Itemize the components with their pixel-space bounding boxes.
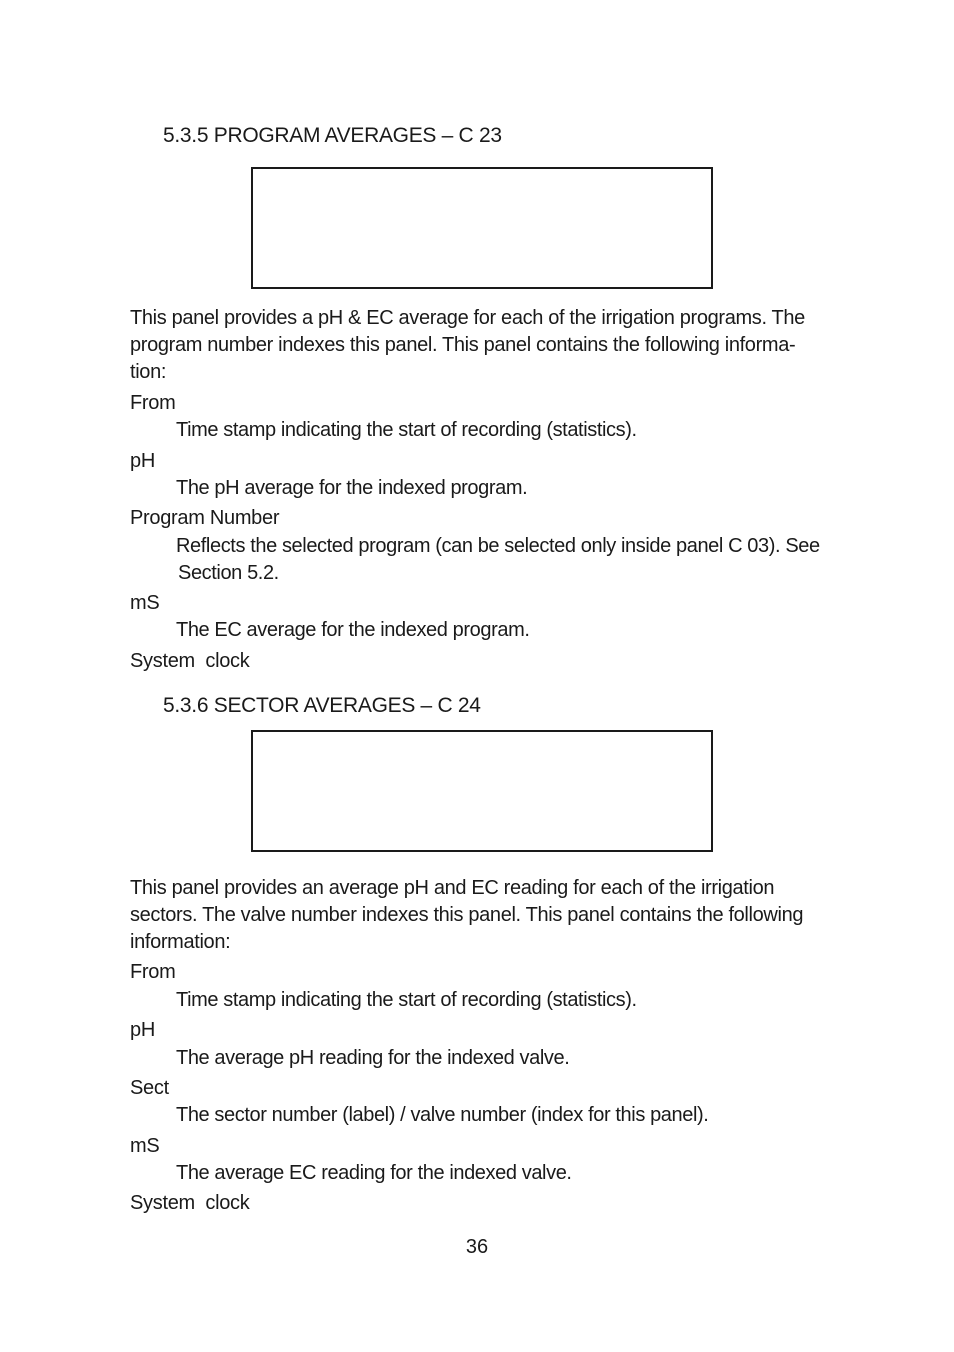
term-ms: mS xyxy=(130,592,160,614)
intro-line: tion: xyxy=(130,361,167,383)
definition-from: Time stamp indicating the start of recording (statistics). xyxy=(176,989,637,1011)
lcd-panel-placeholder-c24 xyxy=(251,730,713,852)
intro-line: program number indexes this panel. This panel contains the following informa- xyxy=(130,334,796,356)
definition-line: Reflects the selected program (can be selected only inside panel C 03). See xyxy=(176,535,820,557)
definition-ph: The average pH reading for the indexed valve. xyxy=(176,1047,570,1069)
definition-line: Section 5.2. xyxy=(178,562,279,584)
term-system-clock: System clock xyxy=(130,650,250,672)
definition-sect: The sector number (label) / valve number (index for this panel). xyxy=(176,1104,709,1126)
definition-ms: The EC average for the indexed program. xyxy=(176,619,530,641)
definition-ph: The pH average for the indexed program. xyxy=(176,477,528,499)
term-system-clock: System clock xyxy=(130,1192,250,1214)
section-heading-program-averages: 5.3.5 PROGRAM AVERAGES – C 23 xyxy=(163,124,502,147)
term-program-number: Program Number xyxy=(130,507,280,529)
section-heading-sector-averages: 5.3.6 SECTOR AVERAGES – C 24 xyxy=(163,694,481,717)
definition-ms: The average EC reading for the indexed valve. xyxy=(176,1162,572,1184)
term-ph: pH xyxy=(130,450,155,472)
intro-line: sectors. The valve number indexes this panel. This panel contains the following xyxy=(130,904,804,926)
intro-line: This panel provides an average pH and EC reading for each of the irrigation xyxy=(130,877,775,899)
lcd-panel-placeholder-c23 xyxy=(251,167,713,289)
section-intro-paragraph xyxy=(130,875,824,956)
term-ph: pH xyxy=(130,1019,155,1041)
term-sect: Sect xyxy=(130,1077,169,1099)
intro-line: information: xyxy=(130,931,231,953)
definition-program-number xyxy=(176,533,824,587)
intro-line: This panel provides a pH & EC average for each of the irrigation programs. The xyxy=(130,307,805,329)
page-number: 36 xyxy=(465,1236,489,1258)
term-from: From xyxy=(130,392,176,414)
definition-from: Time stamp indicating the start of recording (statistics). xyxy=(176,419,637,441)
term-from: From xyxy=(130,961,176,983)
section-intro-paragraph xyxy=(130,305,824,386)
term-ms: mS xyxy=(130,1135,160,1157)
